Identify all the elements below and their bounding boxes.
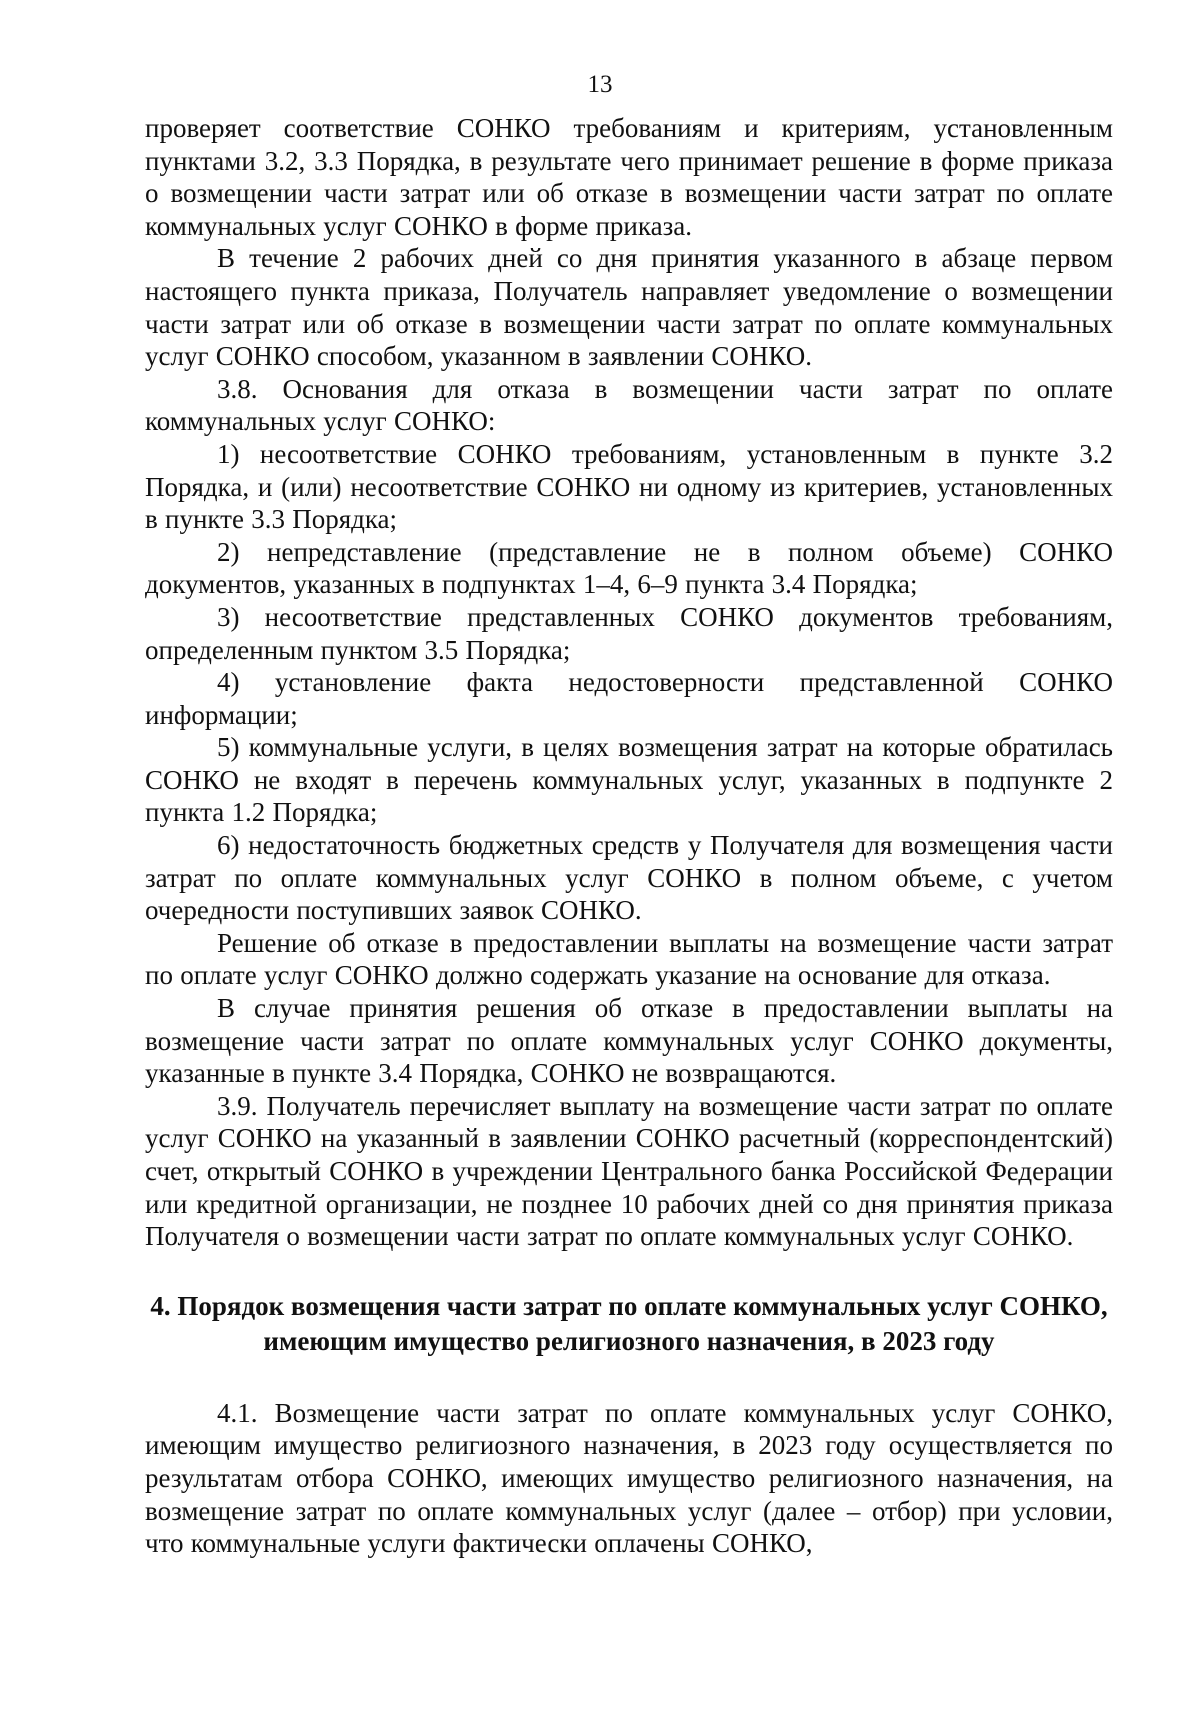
paragraph-documents-not-returned: В случае принятия решения об отказе в предоставлении выплаты на возмещение части затрат по оплате коммунальных услуг СОНКО документы, указанные в пункте 3.4 Порядка, СОНКО не возвращаются.	[145, 993, 1113, 1089]
section-heading-line-2: имеющим имущество религиозного назначения, в 2023 году	[263, 1325, 995, 1356]
paragraph-4-1: 4.1. Возмещение части затрат по оплате коммунальных услуг СОНКО, имеющим имущество религиозного назначения, в 2023 году осуществляется по результатам отбора СОНКО, имеющих имущество религиозного назначения, на возмещение затрат по оплате коммунальных услуг (далее – отбор) при условии, что коммунальные услуги фактически оплачены СОНКО,	[145, 1397, 1113, 1559]
list-item-6: 6) недостаточность бюджетных средств у Получателя для возмещения части затрат по оплате коммунальных услуг СОНКО в полном объеме, с учетом очередности поступивших заявок СОНКО.	[145, 830, 1113, 926]
paragraph-3-9: 3.9. Получатель перечисляет выплату на возмещение части затрат по оплате услуг СОНКО на указанный в заявлении СОНКО расчетный (корреспондентский) счет, открытый СОНКО в учреждении Центрального банка Российской Федерации или кредитной организации, не позднее 10 рабочих дней со дня принятия приказа Получателя о возмещении части затрат по оплате коммунальных услуг СОНКО.	[145, 1090, 1113, 1252]
paragraph-continuation: проверяет соответствие СОНКО требованиям и критериям, установленным пунктами 3.2, 3.3 Порядка, в результате чего принимает решение в форме приказа о возмещении части затрат или об отказе в возмещении части затрат по оплате коммунальных услуг СОНКО в форме приказа.	[145, 113, 1113, 241]
paragraph-refusal-decision: Решение об отказе в предоставлении выплаты на возмещение части затрат по оплате услуг СОНКО должно содержать указание на основание для отказа.	[145, 927, 1113, 991]
list-item-2: 2) непредставление (представление не в полном объеме) СОНКО документов, указанных в подпунктах 1–4, 6–9 пункта 3.4 Порядка;	[145, 536, 1113, 600]
list-item-3: 3) несоответствие представленных СОНКО документов требованиям, определенным пунктом 3.5 Порядка;	[145, 601, 1113, 665]
section-heading	[145, 1289, 1113, 1359]
list-item-4: 4) установление факта недостоверности представленной СОНКО информации;	[145, 667, 1113, 730]
paragraph-3-8-header: 3.8. Основания для отказа в возмещении части затрат по оплате коммунальных услуг СОНКО:	[145, 373, 1113, 437]
section-heading-line-1: 4. Порядок возмещения части затрат по оплате коммунальных услуг СОНКО,	[150, 1290, 1108, 1321]
document-body	[145, 112, 1113, 1560]
list-item-1: 1) несоответствие СОНКО требованиям, установленным в пункте 3.2 Порядка, и (или) несоответствие СОНКО ни одному из критериев, установленных в пункте 3.3 Порядка;	[145, 438, 1113, 535]
paragraph-notification: В течение 2 рабочих дней со дня принятия указанного в абзаце первом настоящего пункта приказа, Получатель направляет уведомление о возмещении части затрат или об отказе в возмещении части затрат по оплате коммунальных услуг СОНКО способом, указанном в заявлении СОНКО.	[145, 243, 1113, 372]
page-number: 13	[587, 71, 613, 98]
list-item-5: 5) коммунальные услуги, в целях возмещения затрат на которые обратилась СОНКО не входят в перечень коммунальных услуг, указанных в подпункте 2 пункта 1.2 Порядка;	[145, 732, 1113, 828]
